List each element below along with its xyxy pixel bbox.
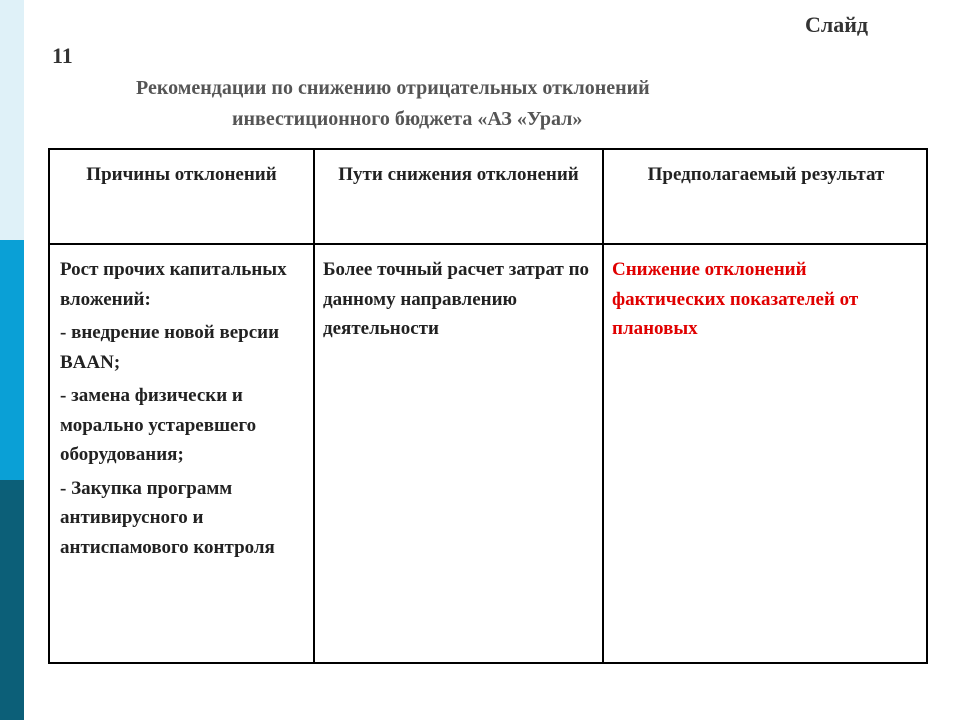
page-title-line-1: Рекомендации по снижению отрицательных отклонений (136, 77, 650, 99)
table-header-divider (50, 243, 926, 245)
cause-item: - Закупка программ антивирусного и антиспамового контроля (60, 477, 275, 558)
slide-label: Слайд (805, 12, 869, 37)
table-cell-causes (60, 255, 310, 566)
recommendations-table (48, 148, 928, 664)
table-header-result: Предполагаемый результат (647, 164, 885, 185)
table-header-ways: Пути снижения отклонений (338, 164, 579, 185)
table-header-causes: Причины отклонений (86, 164, 277, 185)
page-title-line-2: инвестиционного бюджета «АЗ «Урал» (232, 108, 583, 130)
sidebar-stripe-mid (0, 240, 24, 480)
slide-number: 11 (52, 43, 73, 68)
cause-item: Рост прочих капитальных вложений: (60, 259, 287, 310)
cause-item: - внедрение новой версии BAAN; (60, 322, 280, 373)
table-divider (602, 150, 604, 662)
table-divider (313, 150, 315, 662)
table-cell-ways: Более точный расчет затрат по данному направлению деятельности (323, 259, 590, 339)
table-cell-result: Снижение отклонений фактических показателей от плановых (612, 259, 859, 339)
sidebar-stripe-light (0, 0, 24, 240)
sidebar-stripe-dark (0, 480, 24, 720)
cause-item: - замена физически и морально устаревшего оборудования; (60, 385, 257, 465)
